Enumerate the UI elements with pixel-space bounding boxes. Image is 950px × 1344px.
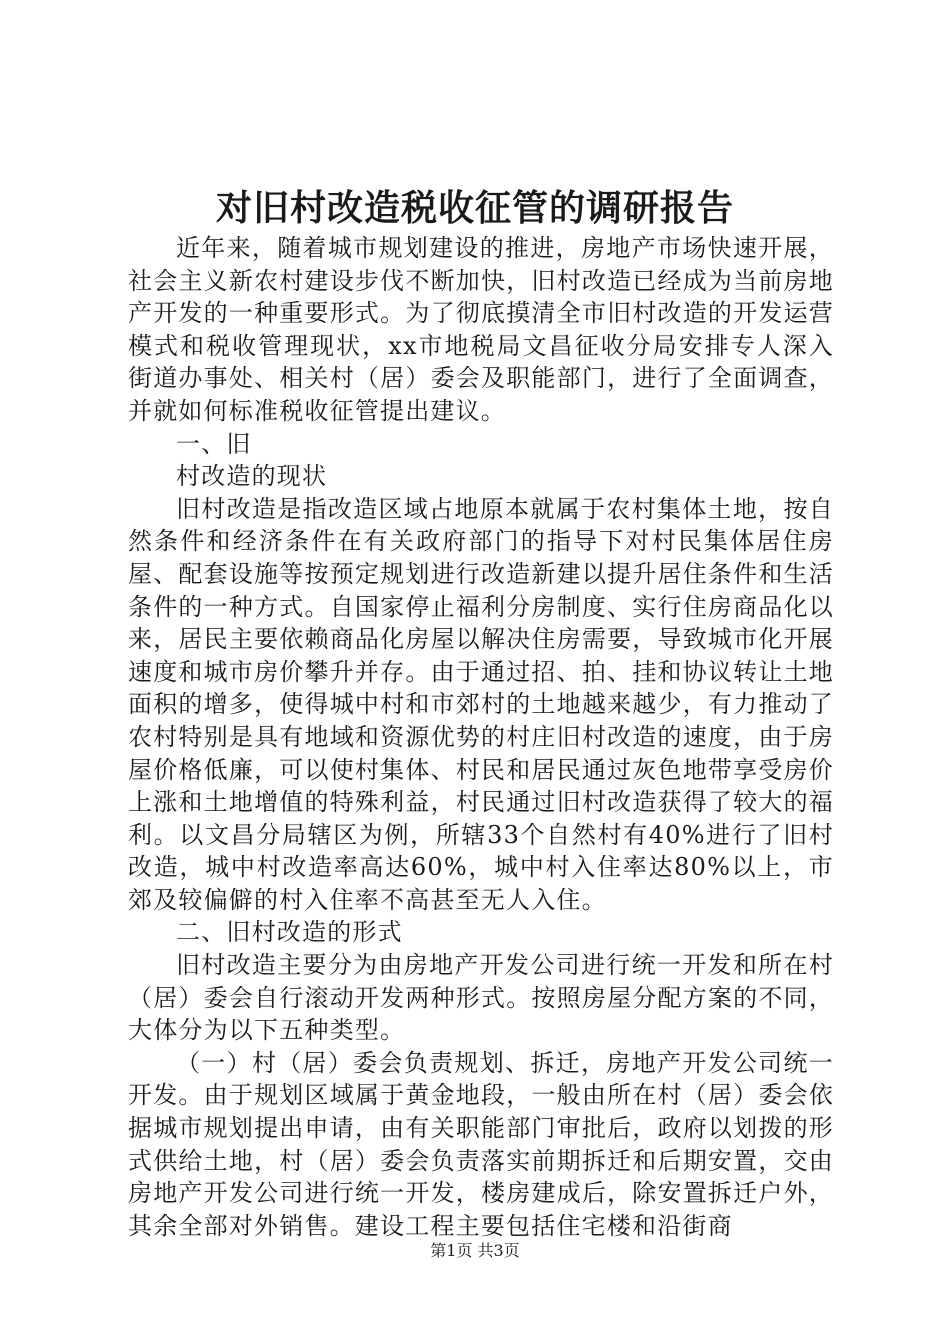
page-footer: 第1页 共3页	[430, 1241, 520, 1260]
paragraph-current-status: 旧村改造是指改造区域占地原本就属于农村集体土地，按自然条件和经济条件在有关政府部门的指导下对村民集体居住房屋、配套设施等按预定规划进行改造新建以提升居住条件和生活条件的一种方式。自国家停止福利分房制度、实行住房商品化以来，居民主要依赖商品化房屋以解决住房需要，导致城市化开展速度和城市房价攀升并存。由于通过招、拍、挂和协议转让土地面积的增多，使得城中村和市郊村的土地越来越少，有力推动了农村特别是具有地域和资源优势的村庄旧村改造的速度，由于房屋价格低廉，可以使村集体、村民和居民通过灰色地带享受房价上涨和土地增值的特殊利益，村民通过旧村改造获得了较大的福利。以文昌分局辖区为例，所辖33个自然村有40%进行了旧村改造，城中村改造率高达60%，城中村入住率达80%以上，市郊及较偏僻的村入住率不高甚至无人入住。	[128, 494, 834, 914]
document-body	[128, 232, 834, 1242]
paragraph-type-1: （一）村（居）委会负责规划、拆迁，房地产开发公司统一开发。由于规划区域属于黄金地段，一般由所在村（居）委会依据城市规划提出申请，由有关职能部门审批后，政府以划拨的形式供给土地，村（居）委会负责落实前期拆迁和后期安置，交由房地产开发公司进行统一开发，楼房建成后，除安置拆迁户外，其余全部对外销售。建设工程主要包括住宅楼和沿街商	[128, 1048, 834, 1240]
paragraph-forms: 旧村改造主要分为由房地产开发公司进行统一开发和所在村（居）委会自行滚动开发两种形式。按照房屋分配方案的不同，大体分为以下五种类型。	[128, 951, 834, 1045]
section-heading-1-part-2: 村改造的现状	[176, 462, 328, 491]
section-heading-2: 二、旧村改造的形式	[176, 918, 403, 947]
section-heading-1-part-1: 一、旧	[176, 429, 252, 458]
document-title: 对旧村改造税收征管的调研报告	[215, 187, 734, 229]
paragraph-intro: 近年来，随着城市规划建设的推进，房地产市场快速开展，社会主义新农村建设步伐不断加快，旧村改造已经成为当前房地产开发的一种重要形式。为了彻底摸清全市旧村改造的开发运营模式和税收管理现状，xx市地税局文昌征收分局安排专人深入街道办事处、相关村（居）委会及职能部门，进行了全面调查，并就如何标准税收征管提出建议。	[128, 234, 834, 425]
